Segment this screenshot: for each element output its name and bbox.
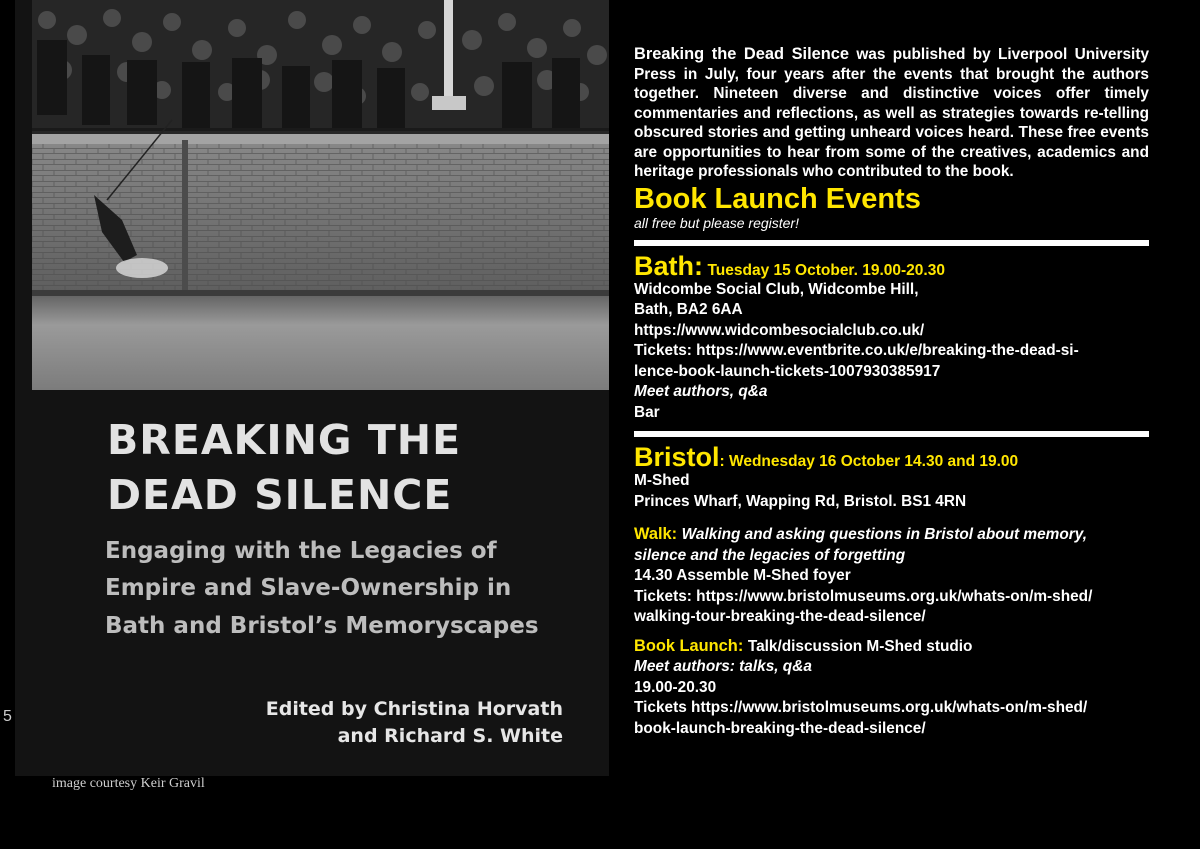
divider: [634, 431, 1149, 437]
cover-photo: [32, 0, 609, 390]
bristol-address: Princes Wharf, Wapping Rd, Bristol. BS1 4RN: [634, 492, 967, 510]
bristol-venue: M-Shed: [634, 472, 690, 489]
bristol-event: [634, 443, 1149, 739]
cover-subtitle-line-3: Bath and Bristol’s Memoryscapes: [105, 613, 539, 639]
cover-editors-line-2: and Richard S. White: [337, 725, 563, 747]
intro-text: was published by Liverpool University Press in July, four years after the events that brought the authors together. Nineteen diverse and distinctive voices offer timely commentaries and reflections, as well as strategies towards re-telling obscured stories and getting unheard voices heard. These free events are opportunities to hear from some of the creatives, academics and heritage professionals who contributed to the book.: [634, 46, 1149, 180]
launch-tickets-link[interactable]: Tickets https://www.bristolmuseums.org.uk/whats-on/m-shed/: [634, 699, 1088, 716]
bath-note: Meet authors, q&a: [634, 383, 768, 400]
book-cover: [15, 0, 609, 776]
cover-subtitle-line-1: Engaging with the Legacies of: [105, 538, 497, 564]
walk-label: Walk:: [634, 525, 682, 543]
event-info: [634, 45, 1149, 739]
launch-colon: :: [737, 636, 748, 655]
bath-header: [634, 252, 1149, 280]
bath-tickets-link[interactable]: Tickets: https://www.eventbrite.co.uk/e/breaking-the-dead-si-: [634, 342, 1079, 359]
bristol-header: [634, 443, 1149, 471]
bath-date: Tuesday 15 October. 19.00-20.30: [707, 261, 945, 279]
walk-tickets-link[interactable]: Tickets: https://www.bristolmuseums.org.uk/whats-on/m-shed/: [634, 587, 1093, 605]
launch-label: Book Launch: [634, 636, 738, 655]
intro-paragraph: [634, 45, 1149, 182]
launch-desc: Talk/discussion M-Shed studio: [747, 637, 973, 655]
cover-title-line-1: BREAKING THE: [107, 416, 462, 464]
walk-time: 14.30 Assemble M-Shed foyer: [634, 567, 851, 584]
bath-venue: Widcombe Social Club, Widcombe Hill,: [634, 280, 919, 298]
cover-title-line-2: DEAD SILENCE: [107, 471, 453, 519]
edge-mark: 5: [3, 708, 12, 725]
intro-book-title: Breaking the Dead Silence: [634, 45, 849, 63]
events-subheading: all free but please register!: [634, 214, 799, 231]
bristol-location: Bristol: [634, 442, 720, 472]
launch-time: 19.00-20.30: [634, 678, 717, 696]
bristol-date: : Wednesday 16 October 14.30 and 19.00: [719, 453, 1019, 470]
photo-credit: image courtesy Keir Gravil: [52, 776, 205, 791]
divider: [634, 240, 1149, 246]
walk-desc-line-2: silence and the legacies of forgetting: [634, 546, 906, 564]
walk-description: [634, 524, 1149, 546]
bath-extra: Bar: [634, 403, 660, 421]
walk-tickets-link-cont[interactable]: walking-tour-breaking-the-dead-silence/: [634, 608, 926, 625]
cover-subtitle-line-2: Empire and Slave-Ownership in: [105, 575, 512, 601]
launch-tickets-link-cont[interactable]: book-launch-breaking-the-dead-silence/: [634, 719, 926, 737]
bath-website-link[interactable]: https://www.widcombesocialclub.co.uk/: [634, 321, 925, 339]
bath-address: Bath, BA2 6AA: [634, 301, 743, 318]
cover-editors-line-1: Edited by Christina Horvath: [265, 698, 563, 720]
walk-desc-line-1: Walking and asking questions in Bristol about memory,: [681, 526, 1088, 543]
bath-location: Bath:: [634, 250, 703, 281]
launch-description: [634, 636, 1149, 658]
bath-event: [634, 252, 1149, 424]
events-heading: Book Launch Events: [634, 182, 921, 215]
launch-note: Meet authors: talks, q&a: [634, 658, 812, 675]
bath-tickets-link-cont[interactable]: lence-book-launch-tickets-1007930385917: [634, 362, 941, 380]
